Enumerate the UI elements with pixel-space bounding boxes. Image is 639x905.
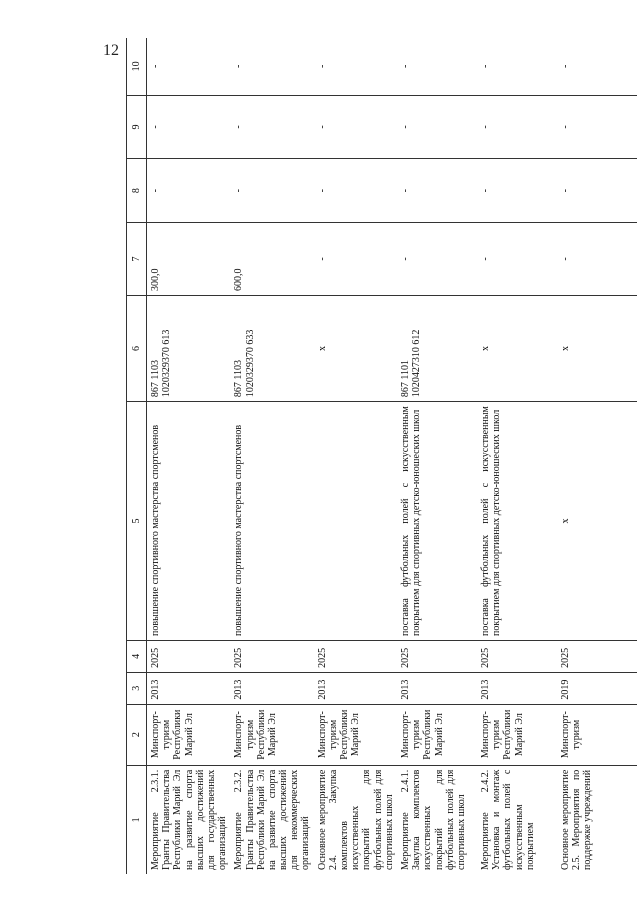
- col-header-4: 4: [127, 640, 147, 672]
- cell-col8: -: [230, 159, 313, 223]
- program-table: [126, 38, 637, 874]
- cell-budget-code: [314, 295, 397, 401]
- cell-budget-code: [147, 295, 231, 401]
- cell-start-year: 2013: [477, 672, 557, 704]
- col-header-6: 6: [127, 295, 147, 401]
- cell-end-year: 2025: [314, 640, 397, 672]
- col-header-3: 3: [127, 672, 147, 704]
- cell-col9: -: [314, 95, 397, 159]
- cell-executor: Минспорт-туризм Республики Марий Эл: [397, 704, 477, 765]
- table-row: [397, 38, 477, 874]
- code-csr: 1020427310: [411, 347, 423, 398]
- cell-result: [147, 402, 231, 641]
- cell-measure: Мероприятие 2.4.2. Установка и монтаж футбольных полей с искусственным покрытием: [479, 769, 536, 870]
- cell-executor: Минспорт-туризм Республики Марий Эл: [314, 704, 397, 765]
- table-row: [230, 38, 313, 874]
- col-header-10: 10: [127, 38, 147, 95]
- cell-start-year: 2019: [557, 672, 637, 704]
- code-csr: х: [316, 346, 328, 352]
- code-rzpr: 1103: [233, 359, 245, 380]
- cell-budget-code: [397, 295, 477, 401]
- cell-col10: -: [147, 38, 231, 95]
- header-row: [127, 38, 147, 874]
- code-grbs: 867: [399, 382, 411, 398]
- cell-col7: 300,0: [147, 223, 231, 296]
- code-rzpr: 1103: [150, 359, 161, 380]
- cell-end-year: 2025: [230, 640, 313, 672]
- code-vr: 633: [244, 329, 256, 345]
- table-row: [147, 38, 231, 874]
- cell-col9: -: [557, 95, 637, 159]
- cell-executor: Минспорт-туризм Республики Марий Эл: [230, 704, 313, 765]
- code-csr: 1020329370: [161, 347, 173, 398]
- code-vr: 612: [411, 329, 423, 345]
- cell-col9: -: [147, 95, 231, 159]
- cell-end-year: 2025: [557, 640, 637, 672]
- cell-result: [230, 402, 313, 641]
- cell-col10: -: [314, 38, 397, 95]
- cell-budget-code: [477, 295, 557, 401]
- code-grbs: 867: [233, 382, 245, 398]
- cell-end-year: 2025: [477, 640, 557, 672]
- cell-col8: -: [477, 159, 557, 223]
- cell-start-year: 2013: [397, 672, 477, 704]
- cell-col9: -: [477, 95, 557, 159]
- cell-col9: -: [397, 95, 477, 159]
- cell-col7: -: [397, 223, 477, 296]
- col-header-5: 5: [127, 402, 147, 641]
- cell-start-year: 2013: [230, 672, 313, 704]
- cell-executor: Минспорт-туризм Республики Марий Эл: [477, 704, 557, 765]
- col-header-9: 9: [127, 95, 147, 159]
- cell-result-text: поставка футбольных полей с искусственным покрытием для спортивных детско-юношеских школ: [399, 406, 423, 636]
- code-csr: х: [559, 346, 571, 352]
- cell-col7: 600,0: [230, 223, 313, 296]
- col-header-2: 2: [127, 704, 147, 765]
- cell-result: [397, 402, 477, 641]
- code-vr: 613: [161, 329, 173, 345]
- cell-start-year: 2013: [314, 672, 397, 704]
- cell-measure: Основное мероприятие 2.5. Мероприятия по поддержке учреждений: [559, 769, 594, 870]
- cell-budget-code: [230, 295, 313, 401]
- cell-measure: Мероприятие 2.3.2. Гранты Правительства Республики Марий Эл на развитие спорта высших достижений для некоммерческих организаций: [233, 769, 312, 870]
- cell-col10: -: [230, 38, 313, 95]
- cell-col7: -: [314, 223, 397, 296]
- code-rzpr: 1101: [399, 359, 411, 380]
- table-row: [477, 38, 557, 874]
- cell-col8: -: [397, 159, 477, 223]
- rotated-table-container: [126, 38, 608, 874]
- cell-col10: -: [397, 38, 477, 95]
- cell-executor: Минспорт-туризм Республики Марий Эл: [147, 704, 231, 765]
- cell-measure: Мероприятие 2.3.1. Гранты Правительства Республики Марий Эл на развитие спорта высших достижений для государственных организаций: [150, 769, 229, 870]
- cell-measure: Мероприятие 2.4.1. Закупка комплектов искусственных покрытий для футбольных полей для спортивных школ: [399, 769, 467, 870]
- cell-result: [314, 402, 397, 641]
- cell-end-year: 2025: [397, 640, 477, 672]
- cell-col10: -: [477, 38, 557, 95]
- code-csr: х: [479, 346, 491, 352]
- col-header-1: 1: [127, 765, 147, 874]
- cell-col8: -: [314, 159, 397, 223]
- cell-col7: -: [477, 223, 557, 296]
- page-number: 12: [103, 42, 119, 59]
- cell-result-text: поставка футбольных полей с искусственным покрытием для спортивных детско-юношеских школ: [479, 406, 503, 636]
- cell-col10: -: [557, 38, 637, 95]
- cell-end-year: 2025: [147, 640, 231, 672]
- table-row: [314, 38, 397, 874]
- cell-result-text: повышение спортивного мастерства спортсменов: [233, 424, 245, 636]
- cell-col7: -: [557, 223, 637, 296]
- cell-result: [477, 402, 557, 641]
- code-csr: 1020329370: [244, 347, 256, 398]
- cell-col9: -: [230, 95, 313, 159]
- cell-col8: -: [147, 159, 231, 223]
- code-grbs: 867: [150, 382, 161, 398]
- cell-result-text: повышение спортивного мастерства спортсменов: [150, 424, 161, 636]
- col-header-7: 7: [127, 223, 147, 296]
- cell-start-year: 2013: [147, 672, 231, 704]
- cell-executor: Минспорт-туризм: [557, 704, 637, 765]
- cell-result: [557, 402, 637, 641]
- cell-result-text: х: [559, 518, 571, 524]
- col-header-8: 8: [127, 159, 147, 223]
- cell-measure: Основное мероприятие 2.4. Закупка комплектов искусственных покрытий для футбольных полей для спортивных школ: [316, 769, 395, 870]
- table-row: [557, 38, 637, 874]
- cell-budget-code: [557, 295, 637, 401]
- cell-col8: -: [557, 159, 637, 223]
